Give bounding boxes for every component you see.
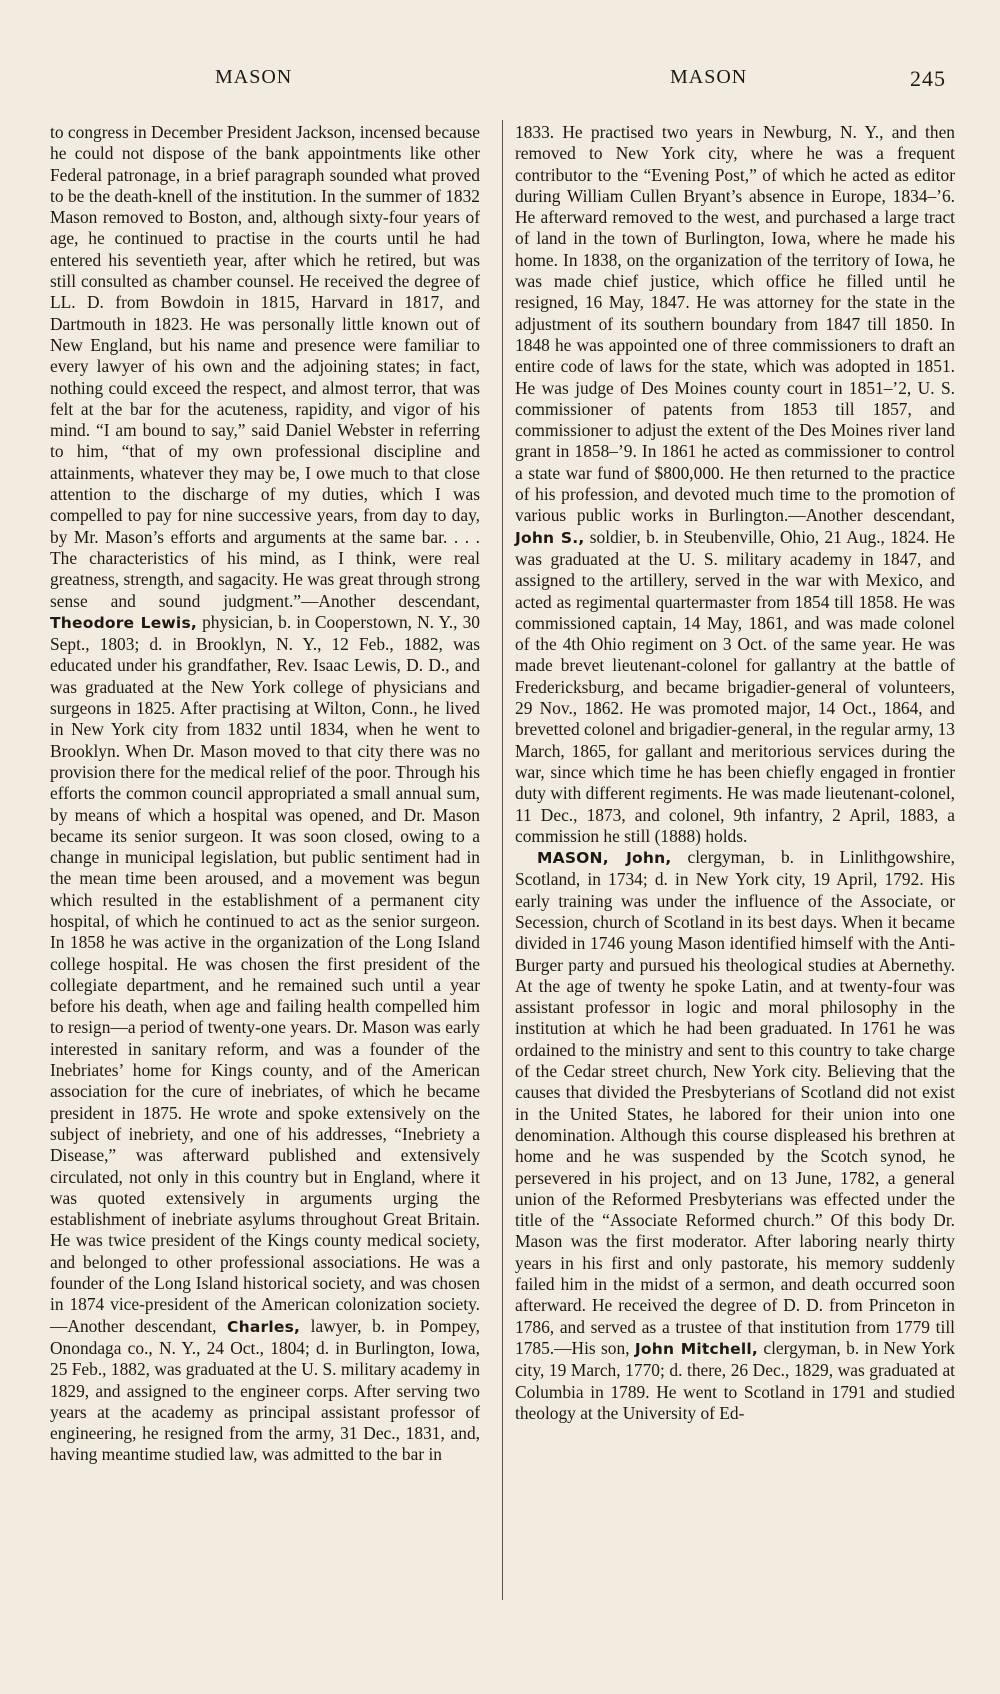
entry-paragraph [515, 122, 955, 847]
body-text: to congress in December President Jackson, incensed because he could not dispose of the bank appointments like other Federal patronage, in a brief paragraph sounded what proved to be the death-knell of the institution. In the summer of 1832 Mason removed to Boston, and, although sixty-four years of age, he continued to practise in the courts until he had entered his seventieth year, after which he retired, but was still consulted as chamber counsel. He received the degree of LL. D. from Bowdoin in 1815, Harvard in 1817, and Dartmouth in 1823. He was personally little known out of New England, but his name and presence were familiar to every lawyer of his own and the adjoining states; in fact, nothing could exceed the respect, and almost terror, that was felt at the bar for the acuteness, rapidity, and vigor of his mind. “I am bound to say,” said Daniel Webster in referring to him, “that of my own professional discipline and attainments, whatever they may be, I owe much to that close attention to the discharge of my duties, which I was compelled to pay for nine successive years, from day to day, by Mr. Mason’s efforts and arguments at the same bar. . . . The characteristics of his mind, as I think, were real greatness, strength, and sagacity. He was great through strong sense and sound judgment.”—Another descendant, [50, 122, 480, 611]
body-text: 1833. He practised two years in Newburg, N. Y., and then removed to New York city, where he was a frequent contributor to the “Evening Post,” of which he acted as editor during William Cullen Bryant’s absence in Europe, 1834–’6. He afterward removed to the west, and purchased a large tract of land in the town of Burlington, Iowa, where he made his home. In 1838, on the organization of the territory of Iowa, he was made chief justice, which office he filled until he resigned, 16 May, 1847. He was attorney for the state in the adjustment of its southern boundary from 1847 till 1850. In 1848 he was appointed one of three commissioners to draft an entire code of laws for the state, which was adopted in 1851. He was judge of Des Moines county court in 1851–’2, U. S. commissioner of patents from 1853 till 1857, and commissioner to adjust the extent of the Des Moines river land grant in 1858–’9. In 1861 he acted as commissioner to control a state war fund of $800,000. He then returned to the practice of his profession, and devoted much time to the promotion of various public works in Burlington.—Another descendant, [515, 122, 955, 526]
headword-charles: Charles, [227, 1317, 301, 1336]
running-head [0, 66, 1000, 94]
running-head-right: MASON [670, 66, 748, 88]
body-text: clergyman, b. in Linlithgowshire, Scotland, in 1734; d. in New York city, 19 April, 1792. His early training was under the influence of the Associate, or Secession, church of Scotland in its best days. When it became divided in 1746 young Mason identified himself with the Anti-Burger party and pursued his theological studies at Abernethy. At the age of twenty he spoke Latin, and at twenty-four was assistant professor in logic and moral philosophy in the institution at which he had been graduated. In 1761 he was ordained to the ministry and sent to this country to take charge of the Cedar street church, New York city. Believing that the causes that divided the Presbyterians of Scotland did not exist in the United States, he labored for their union into one denomination. Although this course displeased his brethren at home and he was suspended by the Scotch synod, he persevered in his project, and on 13 June, 1782, a general union of the Reformed Presbyterians was effected under the title of the “Associate Reformed church.” Of this body Dr. Mason was the first moderator. After laboring nearly thirty years in his first and only pastorate, his memory suddenly failed him in the midst of a sermon, and death occurred soon afterward. He received the degree of D. D. from Princeton in 1786, and served as a trustee of that institution from 1779 till 1785.—His son, [515, 847, 955, 1358]
column-divider [502, 120, 503, 1600]
right-column [515, 122, 955, 1424]
running-head-left: MASON [215, 66, 293, 88]
body-text: physician, b. in Cooperstown, N. Y., 30 Sept., 1803; d. in Brooklyn, N. Y., 12 Feb., 1882, was educated under his grandfather, Rev. Isaac Lewis, D. D., and was graduated at the New York college of physicians and surgeons in 1825. After practising at Wilton, Conn., he lived in New York city from 1832 until 1834, when he went to Brooklyn. When Dr. Mason moved to that city there was no provision there for the medical relief of the poor. Through his efforts the common council appropriated a small annual sum, by means of which a hospital was opened, and Dr. Mason became its senior surgeon. It was soon closed, owing to a change in municipal legislation, but public sentiment had in the mean time been aroused, and a movement was begun which resulted in the establishment of a permanent city hospital, of which he continued to act as the senior surgeon. In 1858 he was active in the organization of the Long Island college hospital. He was chosen the first president of the collegiate department, and he remained such until a year before his death, when age and failing health compelled him to resign—a period of twenty-one years. Dr. Mason was early interested in sanitary reform, and was a founder of the Inebriates’ home for Kings county, and of the American association for the cure of inebriates, of which he became president in 1875. He wrote and spoke extensively on the subject of inebriety, and one of his addresses, “Inebriety a Disease,” was afterward published and extensively circulated, not only in this country but in England, where it was quoted extensively in arguments urging the establishment of inebriate asylums throughout Great Britain. He was twice president of the Kings county medical society, and belonged to other professional associations. He was a founder of the Long Island historical society, and was chosen in 1874 vice-president of the American colonization society.—Another descendant, [50, 611, 480, 1336]
headword-john-mitchell: John Mitchell, [634, 1339, 758, 1358]
body-text: clergyman, b. in New York city, 19 March, 1770; d. there, 26 Dec., 1829, was graduated at Columbia in 1789. He went to Scotland in 1791 and studied theology at the University of Ed- [515, 1337, 955, 1423]
headword-mason-john: MASON, John, [537, 849, 672, 868]
entry-paragraph-mason-john [515, 847, 955, 1424]
page-number: 245 [910, 66, 946, 91]
left-column [50, 122, 480, 1466]
headword-john-s: John S., [515, 528, 585, 547]
entry-paragraph [50, 122, 480, 1466]
headword-theodore-lewis: Theodore Lewis, [50, 613, 197, 632]
body-text: lawyer, b. in Pompey, Onondaga co., N. Y., 24 Oct., 1804; d. in Burlington, Iowa, 25 Feb., 1882, was graduated at the U. S. military academy in 1829, and assigned to the engineer corps. After serving two years at the academy as principal assistant professor of engineering, he resigned from the army, 31 Dec., 1831, and, having meantime studied law, was admitted to the bar in [50, 1315, 480, 1465]
body-text: soldier, b. in Steubenville, Ohio, 21 Aug., 1824. He was graduated at the U. S. military academy in 1847, and assigned to the artillery, served in the war with Mexico, and acted as regimental quartermaster from 1854 till 1858. He was commissioned captain, 14 May, 1861, and was made colonel of the 4th Ohio regiment on 3 Oct. of the same year. He was made brevet lieutenant-colonel for gallantry at the battle of Fredericksburg, and became brigadier-general of volunteers, 29 Nov., 1862. He was promoted major, 14 Oct., 1864, and brevetted colonel and brigadier-general, in the regular army, 13 March, 1865, for gallant and meritorious services during the war, since which time he has been chiefly engaged in frontier duty with different regiments. He was made lieutenant-colonel, 11 Dec., 1873, and colonel, 9th infantry, 2 April, 1883, a commission he still (1888) holds. [515, 526, 955, 846]
